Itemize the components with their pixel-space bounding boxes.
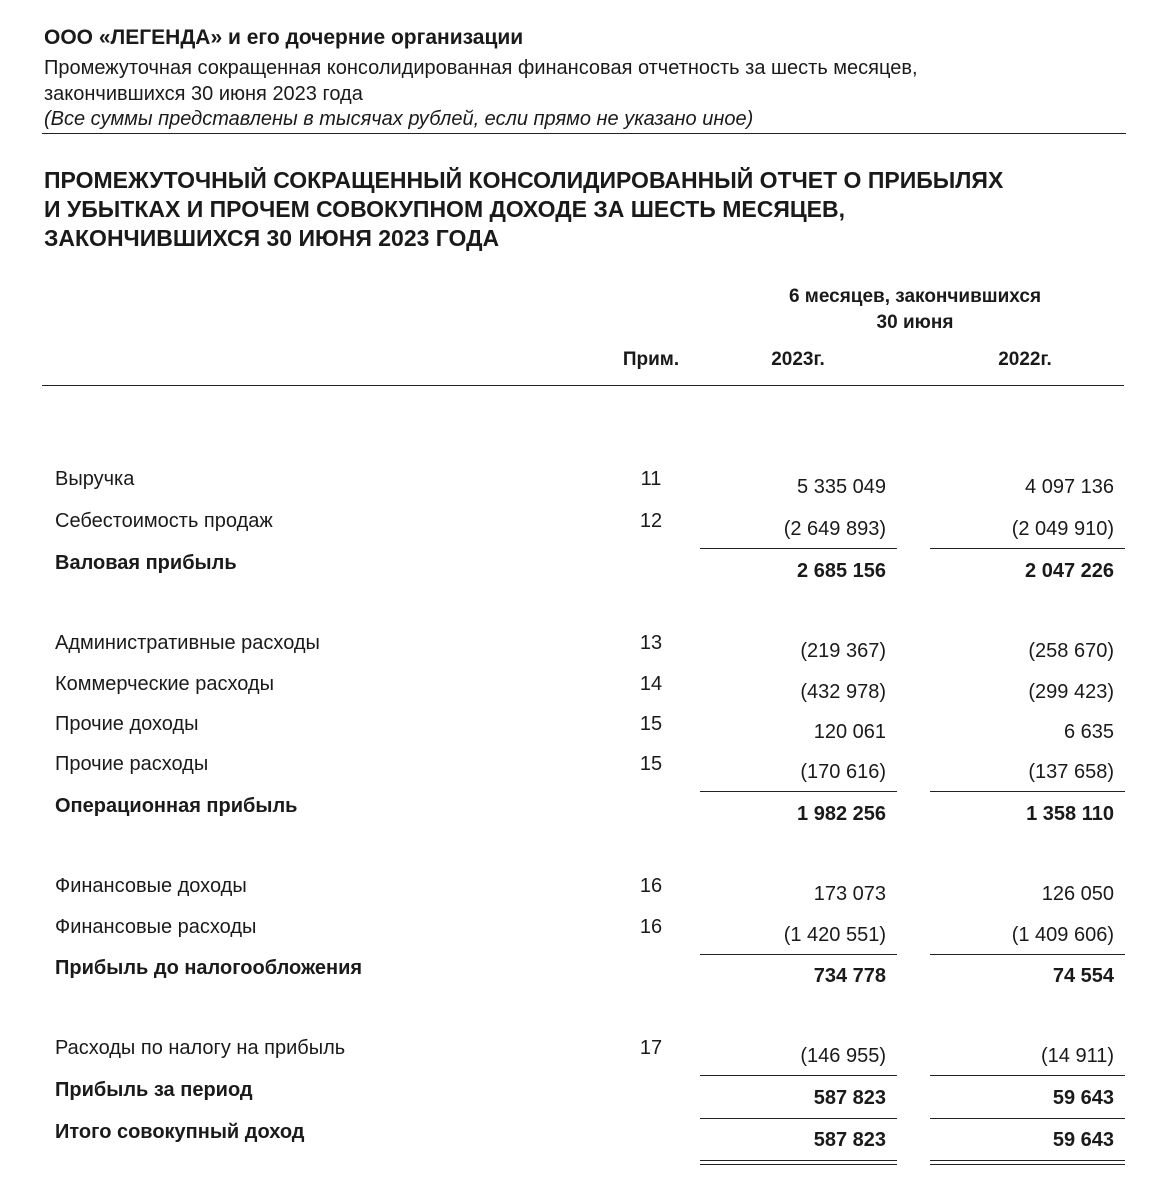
table-row-admin-expenses: [0, 632, 1170, 672]
row-note: 16: [639, 916, 663, 938]
period-header-line-2: 30 июня: [876, 312, 954, 333]
report-subtitle-line-2: закончившихся 30 июня 2023 года: [44, 83, 363, 105]
table-row-operating-profit: [0, 795, 1170, 835]
double-rule-bottom: [930, 1164, 1125, 1165]
year-2023-column-header: 2023г.: [771, 349, 825, 370]
period-header-line-1: 6 месяцев, закончившихся: [788, 286, 1042, 307]
row-label: Итого совокупный доход: [55, 1121, 305, 1143]
row-note: 11: [640, 468, 662, 490]
row-value-2023: (146 955): [800, 1045, 886, 1067]
table-row-income-tax: [0, 1037, 1170, 1077]
row-value-2023: (1 420 551): [783, 924, 886, 946]
row-label: Валовая прибыль: [55, 552, 237, 574]
row-value-2023: (432 978): [800, 681, 886, 703]
row-note: 15: [639, 713, 663, 735]
subtotal-rule: [930, 791, 1125, 792]
row-value-2022: (258 670): [1028, 640, 1114, 662]
row-note: 15: [639, 753, 663, 775]
row-value-2022: 4 097 136: [1025, 476, 1114, 498]
row-value-2023: 120 061: [813, 721, 886, 743]
subtotal-rule: [930, 548, 1125, 549]
report-subtitle-line-1: Промежуточная сокращенная консолидированная финансовая отчетность за шесть месяцев,: [44, 57, 918, 79]
table-row-cost-of-sales: [0, 510, 1170, 550]
row-value-2022: 2 047 226: [1025, 560, 1114, 582]
table-row-other-income: [0, 713, 1170, 753]
subtotal-rule: [930, 1118, 1125, 1119]
row-value-2023: 2 685 156: [797, 560, 886, 582]
year-2022-column-header: 2022г.: [998, 349, 1052, 370]
row-label: Себестоимость продаж: [55, 510, 273, 532]
row-value-2023: 173 073: [813, 883, 886, 905]
row-label: Прочие расходы: [55, 753, 209, 775]
table-row-selling-expenses: [0, 673, 1170, 713]
subtotal-rule: [700, 954, 897, 955]
row-value-2022: 1 358 110: [1026, 803, 1114, 825]
company-name: ООО «ЛЕГЕНДА» и его дочерние организации: [44, 26, 524, 49]
double-rule-bottom: [700, 1164, 897, 1165]
statement-title: [44, 166, 1134, 253]
row-note: 17: [639, 1037, 663, 1059]
table-row-profit-for-period: [0, 1079, 1170, 1119]
row-label: Административные расходы: [55, 632, 320, 654]
table-row-profit-before-tax: [0, 957, 1170, 997]
row-label: Прочие доходы: [55, 713, 199, 735]
subtotal-rule: [700, 548, 897, 549]
statement-title-line-3: ЗАКОНЧИВШИХСЯ 30 ИЮНЯ 2023 ГОДА: [44, 225, 500, 251]
subtotal-rule: [930, 1075, 1125, 1076]
row-label: Финансовые доходы: [55, 875, 247, 897]
row-value-2022: (299 423): [1028, 681, 1114, 703]
row-value-2023: 1 982 256: [797, 803, 886, 825]
row-note: 16: [639, 875, 663, 897]
row-value-2022: (14 911): [1040, 1045, 1114, 1067]
currency-note: (Все суммы представлены в тысячах рублей, если прямо не указано иное): [44, 108, 754, 130]
row-value-2023: (2 649 893): [783, 518, 886, 540]
row-value-2022: (2 049 910): [1011, 518, 1114, 540]
row-note: 14: [639, 673, 663, 695]
row-value-2023: 587 823: [813, 1087, 886, 1109]
row-label: Финансовые расходы: [55, 916, 257, 938]
subtotal-rule: [700, 1075, 897, 1076]
table-row-finance-costs: [0, 916, 1170, 956]
row-label: Прибыль до налогообложения: [55, 957, 363, 979]
row-label: Операционная прибыль: [55, 795, 298, 817]
row-value-2022: 74 554: [1052, 965, 1114, 987]
row-value-2022: 6 635: [1063, 721, 1114, 743]
table-header-divider: [42, 385, 1124, 386]
row-label: Коммерческие расходы: [55, 673, 274, 695]
table-row-gross-profit: [0, 552, 1170, 592]
row-value-2022: 59 643: [1052, 1129, 1114, 1151]
statement-title-line-1: ПРОМЕЖУТОЧНЫЙ СОКРАЩЕННЫЙ КОНСОЛИДИРОВАННЫЙ ОТЧЕТ О ПРИБЫЛЯХ: [44, 167, 1004, 193]
subtotal-rule: [700, 1118, 897, 1119]
row-value-2022: 126 050: [1041, 883, 1114, 905]
row-value-2022: (137 658): [1028, 761, 1114, 783]
row-value-2023: 587 823: [813, 1129, 886, 1151]
row-value-2023: 734 778: [813, 965, 886, 987]
row-value-2023: 5 335 049: [797, 476, 886, 498]
table-row-revenue: [0, 468, 1170, 508]
row-value-2022: (1 409 606): [1011, 924, 1114, 946]
row-value-2023: (170 616): [800, 761, 886, 783]
row-note: 13: [639, 632, 663, 654]
table-row-other-expenses: [0, 753, 1170, 793]
header-divider: [42, 133, 1126, 134]
row-note: 12: [639, 510, 663, 532]
statement-title-line-2: И УБЫТКАХ И ПРОЧЕМ СОВОКУПНОМ ДОХОДЕ ЗА ШЕСТЬ МЕСЯЦЕВ,: [44, 196, 845, 222]
double-rule-top: [700, 1160, 897, 1161]
table-row-finance-income: [0, 875, 1170, 915]
row-value-2023: (219 367): [800, 640, 886, 662]
row-label: Выручка: [55, 468, 135, 490]
subtotal-rule: [930, 954, 1125, 955]
row-label: Прибыль за период: [55, 1079, 253, 1101]
row-label: Расходы по налогу на прибыль: [55, 1037, 346, 1059]
table-row-total-comprehensive-income: [0, 1121, 1170, 1161]
row-value-2022: 59 643: [1052, 1087, 1114, 1109]
double-rule-top: [930, 1160, 1125, 1161]
subtotal-rule: [700, 791, 897, 792]
period-column-group-header: [700, 284, 1130, 336]
note-column-header: Прим.: [622, 349, 680, 370]
